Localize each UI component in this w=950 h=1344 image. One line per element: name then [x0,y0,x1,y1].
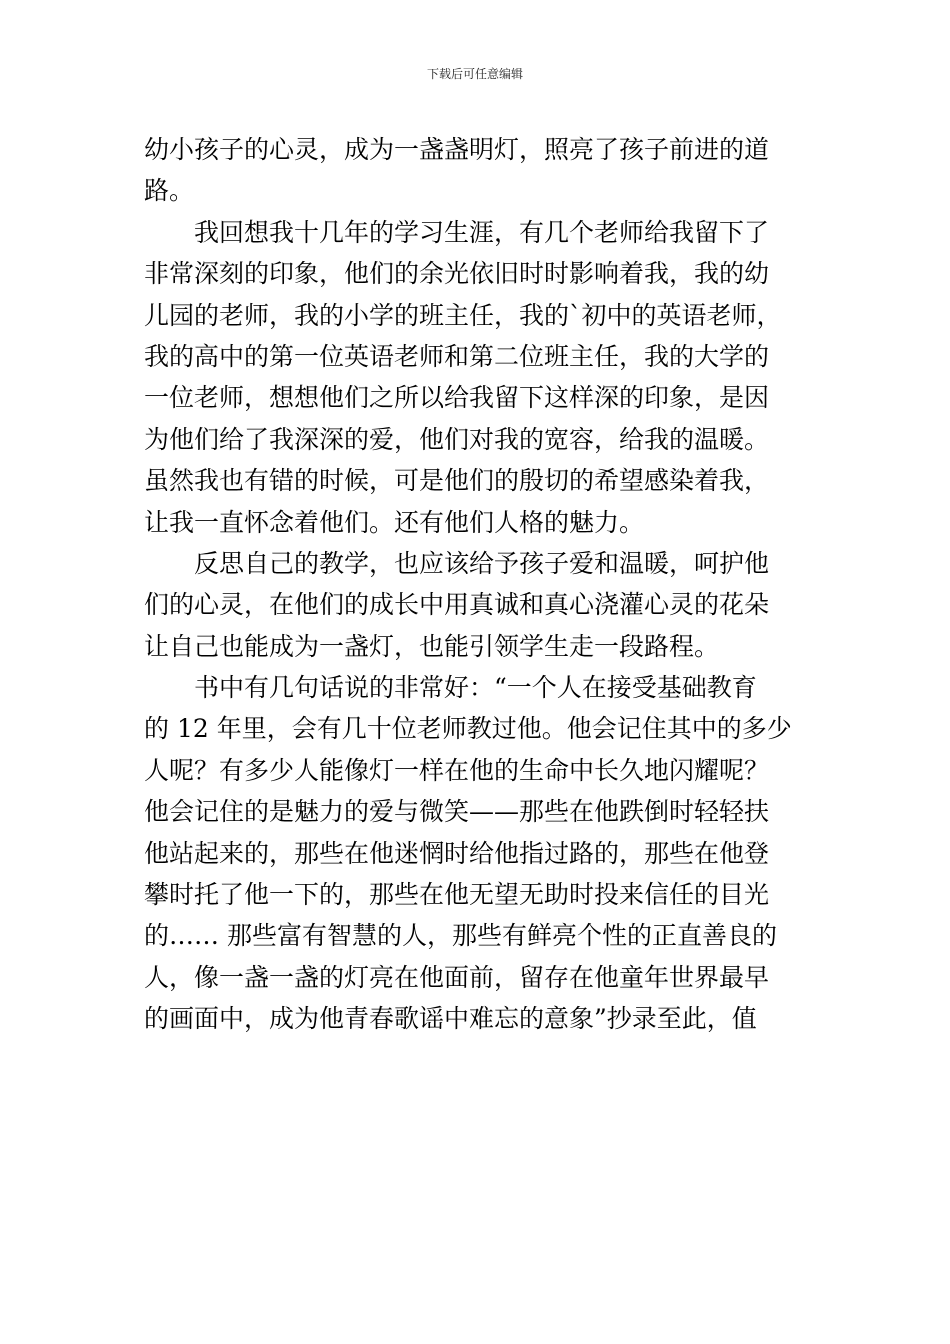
text-line: 儿园的老师，我的小学的班主任，我的`初中的英语老师， [144,300,782,330]
text-line: 们的心灵，在他们的成长中用真诚和真心浇灌心灵的花朵 [144,590,770,620]
text-line: 的…… 那些富有智慧的人，那些有鲜亮个性的正直善良的 [144,921,777,951]
text-line: 让我一直怀念着他们。还有他们人格的魅力。 [144,507,645,537]
text-line: 虽然我也有错的时候，可是他们的殷切的希望感染着我， [144,466,770,496]
text-line: 一位老师，想想他们之所以给我留下这样深的印象，是因 [144,383,770,413]
text-line: 我的高中的第一位英语老师和第二位班主任，我的大学的 [144,341,770,371]
text-line: 让自己也能成为一盏灯，也能引领学生走一段路程。 [144,631,720,661]
text-line: 他站起来的，那些在他迷惘时给他指过路的，那些在他登 [144,838,770,868]
paragraph-start-line: 我回想我十几年的学习生涯，有几个老师给我留下了 [194,217,770,247]
text-line: 人，像一盏一盏的灯亮在他面前，留存在他童年世界最早 [144,962,770,992]
text-line: 为他们给了我深深的爱，他们对我的宽容，给我的温暖。 [144,424,770,454]
text-line: 非常深刻的印象，他们的余光依旧时时影响着我，我的幼 [144,259,770,289]
text-line: 幼小孩子的心灵，成为一盏盏明灯，照亮了孩子前进的道 [144,135,770,164]
text-line: 攀时托了他一下的，那些在他无望无助时投来信任的目光 [144,880,770,910]
text-line: 的画面中，成为他青春歌谣中难忘的意象”抄录至此，值 [144,1004,757,1034]
paragraph-start-line: 书中有几句话说的非常好：“一个人在接受基础教育 [194,673,757,703]
text-line: 路。 [144,176,195,206]
text-line: 他会记住的是魅力的爱与微笑——那些在他跌倒时轻轻扶 [144,797,770,827]
page-header: 下载后可任意编辑 [426,67,523,81]
text-line: 人呢？有多少人能像灯一样在他的生命中长久地闪耀呢？ [144,755,770,785]
document-body [144,129,814,1040]
text-line: 的 12 年里，会有几十位老师教过他。他会记住其中的多少 [144,714,792,744]
paragraph-start-line: 反思自己的教学，也应该给予孩子爱和温暖，呵护他 [194,548,770,578]
